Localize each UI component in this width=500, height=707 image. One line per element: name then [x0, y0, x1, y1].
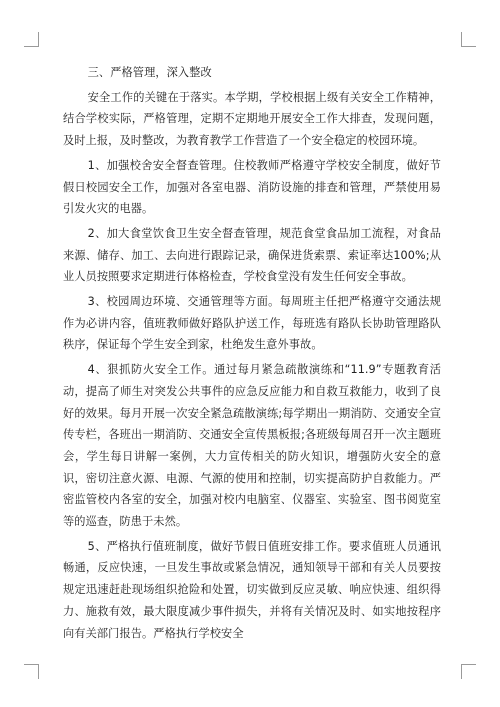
- crop-mark-bottom-left: [24, 664, 39, 679]
- crop-mark-bottom-right: [461, 664, 476, 679]
- paragraph-fire-safety: 4、狠抓防火安全工作。通过每月紧急疏散演练和“11.9”专题教育活动，提高了师生对突发公共事件的应急反应能力和自救互救能力，收到了良好的效果。每月开展一次安全紧急疏散演练;每学期出一期消防、交通安全宣传专栏，各班出一期消防、交通安全宣传黑板报;各班级每周召开一次主题班会，学生每日讲解一案例，大力宣传相关的防火知识，增强防火安全的意识，密切注意火源、电源、气源的使用和控制，切实提高防护自救能力。严密监管校内各室的安全，加强对校内电脑室、仪器室、实验室、图书阅览室等的巡查，防患于未然。: [63, 363, 441, 529]
- paragraph-duty-system: 5、严格执行值班制度，做好节假日值班安排工作。要求值班人员通讯畅通，反应快速，一旦发生事故或紧急情况，通知领导干部和有关人员要按规定迅速赶赴现场组织抢险和处置，切实做到反应灵敏、响应快速、组织得力、施救有效，最大限度减少事件损失，并将有关情况及时、如实地按程序向有关部门报告。严格执行学校安全: [63, 539, 441, 640]
- document-body: [63, 62, 441, 647]
- paragraph-canteen-safety: 2、加大食堂饮食卫生安全督查管理，规范食堂食品加工流程，对食品来源、储存、加工、去向进行跟踪记录，确保进货索票、索证率达100%;从业人员按照要求定期进行体格检查，学校食堂没有发生任何安全事故。: [63, 226, 441, 284]
- section-heading: 三、严格管理，深入整改: [87, 66, 212, 79]
- crop-mark-top-right: [461, 32, 476, 47]
- paragraph-intro: 安全工作的关键在于落实。本学期，学校根据上级有关安全工作精神，结合学校实际，严格管理，定期不定期地开展安全工作大排查，发现问题，及时上报，及时整改，为教育教学工作营造了一个安全稳定的校园环境。: [63, 90, 441, 148]
- crop-mark-top-left: [24, 32, 39, 47]
- paragraph-traffic-safety: 3、校园周边环境、交通管理等方面。每周班主任把严格遵守交通法规作为必讲内容，值班教师做好路队护送工作，每班选有路队长协助管理路队秩序，保证每个学生安全到家，杜绝发生意外事故。: [63, 295, 441, 352]
- paragraph-dormitory-safety: 1、加强校舍安全督查管理。住校教师严格遵守学校安全制度，做好节假日校园安全工作，加强对各室电器、消防设施的排查和管理，严禁使用易引发火灾的电器。: [63, 158, 441, 216]
